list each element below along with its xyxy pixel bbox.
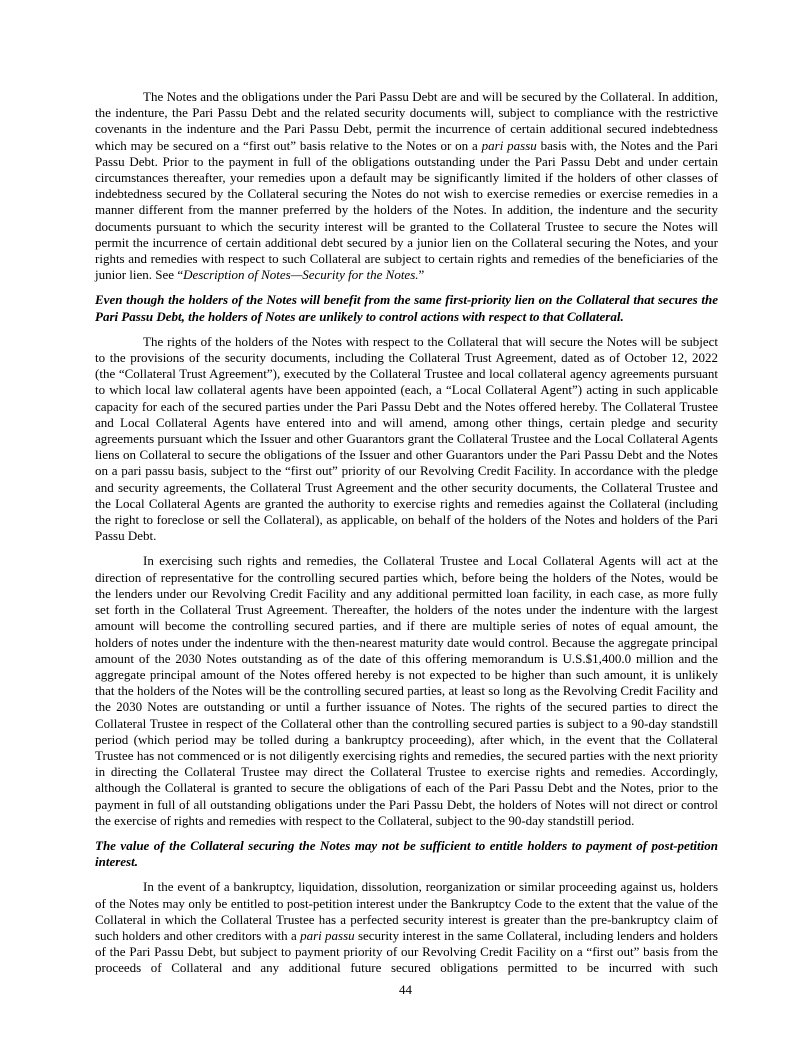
italic-cross-reference: Description of Notes—Security for the Notes. (183, 267, 419, 283)
italic-term-pari-passu: pari passu (300, 927, 355, 943)
paragraph-text: The Notes and the obligations under the Pari Passu Debt are and will be secured by the Collateral. In addition, the indenture, the Pari Passu Debt and the related security documents will, subject to compliance with the restrictive covenants in the indenture and the Pari Passu Debt, permit the incurrence of certain additional secured indebtedness which may be secured on a “first out” basis relative to the Notes or on a (95, 89, 718, 153)
paragraph-bankruptcy-post-petition (95, 879, 718, 976)
page-content (95, 89, 718, 986)
paragraph-text: basis with, the Notes and the Pari Passu Debt. Prior to the payment in full of the obligations outstanding under the Pari Passu Debt and under certain circumstances thereafter, your remedies upon a default may be significantly limited if the holders of other classes of indebtedness secured by the Collateral securing the Notes do not wish to exercise remedies or exercise remedies in a manner different from the manner preferred by the holders of the Notes. In addition, the indenture and the security documents pursuant to which the security interest will be granted to the Collateral Trustee to secure the Notes will permit the incurrence of certain additional debt secured by a junior lien on the Collateral securing the Notes, and your rights and remedies with respect to such Collateral are subject to certain rights and remedies of the beneficiaries of the junior lien. See “ (95, 137, 718, 283)
paragraph-collateral-trust-agreement: The rights of the holders of the Notes with respect to the Collateral that will secure the Notes will be subject to the provisions of the security documents, including the Collateral Trust Agreement, dated as of October 12, 2022 (the “Collateral Trust Agreement”), executed by the Collateral Trustee and local collateral agency agreements pursuant to which local law collateral agents have been appointed (each, a “Local Collateral Agent”) acting in such applicable capacity for each of the secured parties under the Pari Passu Debt and the Notes offered hereby. The Collateral Trustee and Local Collateral Agents have entered into and will amend, among other things, certain pledge and security agreements pursuant which the Issuer and other Guarantors grant the Collateral Trustee and the Local Collateral Agents liens on Collateral to secure the obligations of the Issuer and other Guarantors under the Pari Passu Debt and the Notes on a pari passu basis, subject to the “first out” priority of our Revolving Credit Facility. In accordance with the pledge and security agreements, the Collateral Trust Agreement and the other security documents, the Collateral Trustee and the Local Collateral Agents are granted the authority to exercise rights and remedies against the Collateral (including the right to foreclose or sell the Collateral), as applicable, on behalf of the holders of the Notes and holders of the Pari Passu Debt. (95, 333, 718, 544)
risk-factor-heading-post-petition-interest: The value of the Collateral securing the Notes may not be sufficient to entitle holders to payment of post-petition interest. (95, 837, 718, 870)
risk-factor-heading-control-actions: Even though the holders of the Notes will benefit from the same first-priority lien on the Collateral that secures the Pari Passu Debt, the holders of Notes are unlikely to control actions with respect to that Collateral. (95, 292, 718, 324)
paragraph-exercising-rights-remedies: In exercising such rights and remedies, the Collateral Trustee and Local Collateral Agents will act at the direction of representative for the controlling secured parties which, before being the holders of the Notes, would be the lenders under our Revolving Credit Facility and any additional permitted loan facility, in each case, as more fully set forth in the Collateral Trust Agreement. Thereafter, the holders of the notes under the indenture with the largest amount will become the controlling secured parties, and if there are multiple series of notes of equal amount, the holders of notes under the indenture with the then-nearest maturity date would control. Because the aggregate principal amount of the 2030 Notes outstanding as of the date of this offering memorandum is U.S.$1,400.0 million and the aggregate principal amount of the Notes offered hereby is not expected to be higher than such amount, it is unlikely that the holders of the Notes will be the controlling secured parties, at least so long as the Revolving Credit Facility and the 2030 Notes are outstanding or until a further issuance of Notes. The rights of the secured parties to direct the Collateral Trustee in respect of the Collateral other than the controlling secured parties is subject to a 90-day standstill period (which period may be tolled during a bankruptcy proceeding), after which, in the event that the Collateral Trustee has not commenced or is not diligently exercising rights and remedies, the secured parties with the next priority in directing the Collateral Trustee may direct the Collateral Trustee to exercise rights and remedies. Accordingly, although the Collateral is granted to secure the obligations of each of the Pari Passu Debt and the Notes, prior to the payment in full of all outstanding obligations under the Pari Passu Debt, the holders of Notes will not direct or control the exercise of rights and remedies with respect to the Collateral, subject to the 90-day standstill period. (95, 553, 718, 828)
paragraph-text: In the event of a bankruptcy, liquidation, dissolution, reorganization or similar proceeding against us, holders of the Notes may only be entitled to post-petition interest under the Bankruptcy Code to the extent that the value of the Collateral in which the Collateral Trustee has a perfected security interest is greater than the pre-bankruptcy claim of such holders and other creditors with a (95, 879, 718, 943)
paragraph-notes-secured-by-collateral (95, 89, 718, 283)
paragraph-text: security interest in the same Collateral, including lenders and holders of the Pari Passu Debt, but subject to payment priority of our Revolving Credit Facility on a “first out” basis from the proceeds of Collateral and any additional future secured obligations permitted to be incurred with such (95, 927, 718, 976)
italic-term-pari-passu: pari passu (481, 137, 537, 153)
paragraph-text: ” (418, 267, 425, 283)
page-number: 44 (399, 982, 412, 997)
